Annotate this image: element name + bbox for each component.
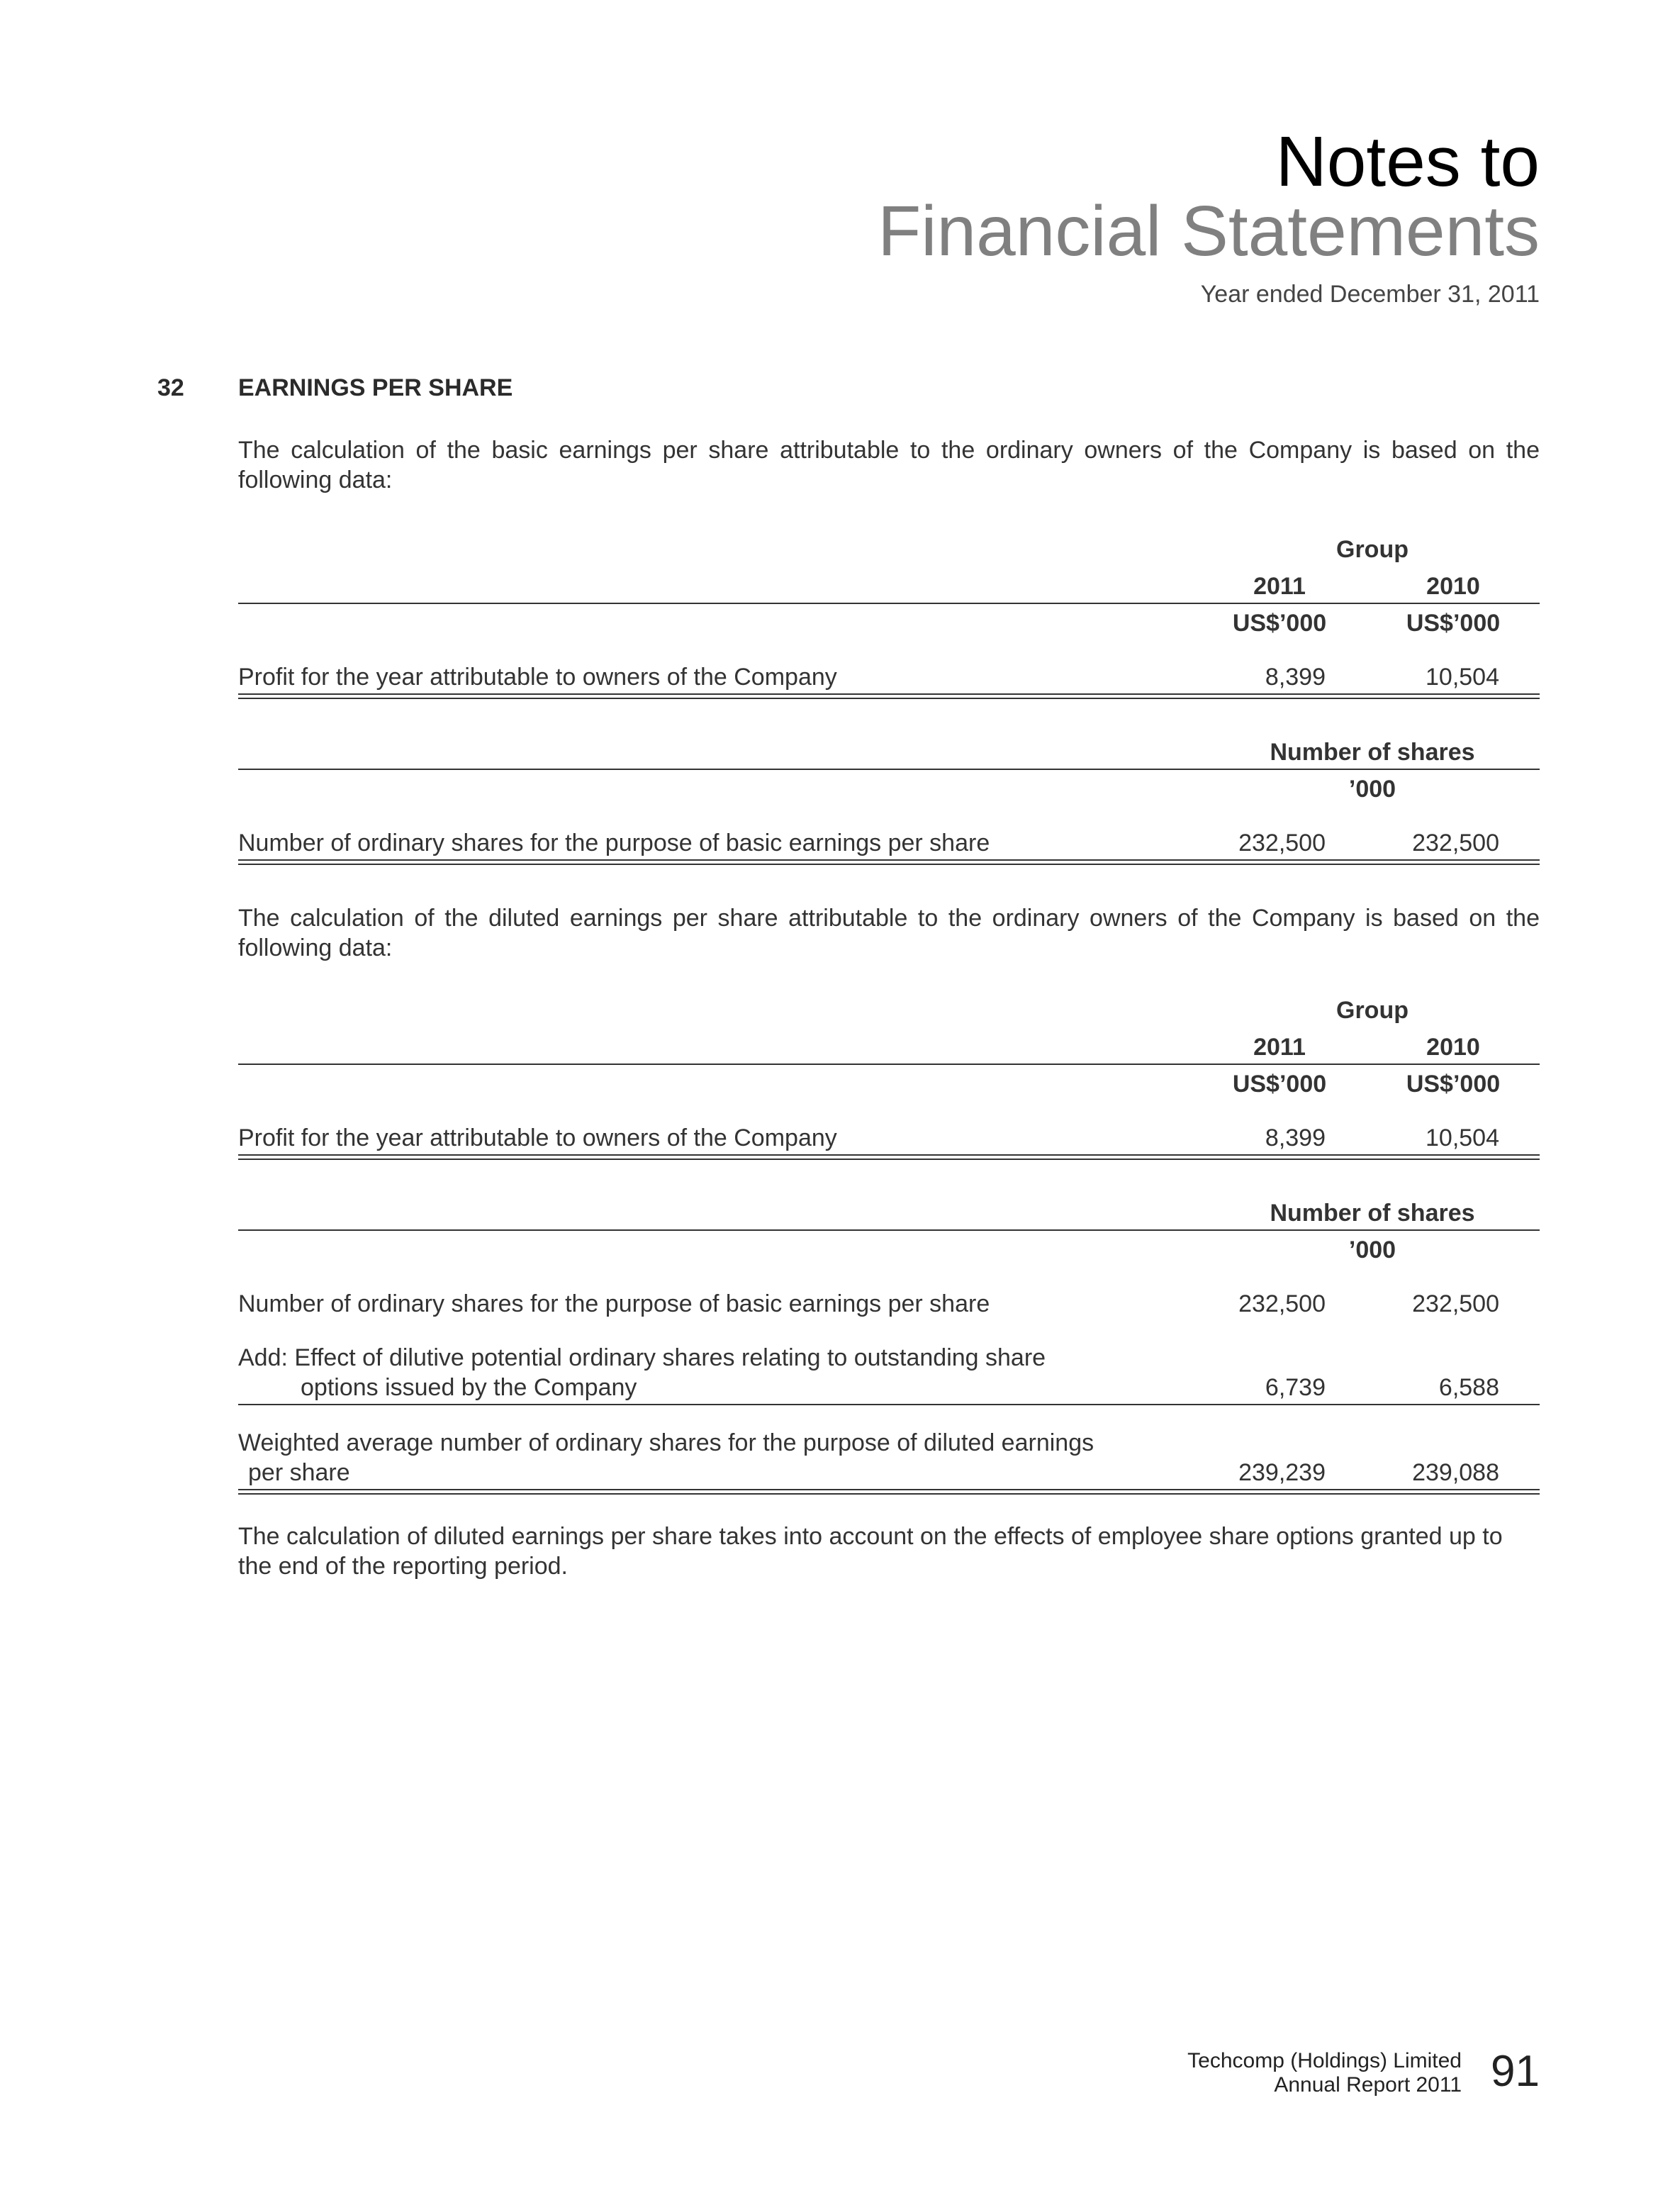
basic-shares-2010: 232,500 <box>1412 830 1499 856</box>
diluted-add-label-line1: Add: Effect of dilutive potential ordinary shares relating to outstanding share <box>238 1344 1046 1371</box>
diluted-unit-2011: US$’000 <box>1232 1071 1327 1098</box>
diluted-weighted-2011: 239,239 <box>1238 1459 1326 1486</box>
basic-profit-double-rule <box>238 693 1540 699</box>
diluted-weighted-label-line2: per share <box>248 1459 350 1486</box>
basic-shares-unit: ’000 <box>1348 776 1396 803</box>
section-number: 32 <box>157 374 184 401</box>
diluted-header-rule <box>238 1064 1540 1065</box>
diluted-year-2010: 2010 <box>1426 1034 1480 1061</box>
diluted-profit-2011: 8,399 <box>1265 1124 1326 1151</box>
diluted-add-2011: 6,739 <box>1265 1374 1326 1401</box>
basic-shares-header-rule <box>238 769 1540 770</box>
basic-unit-2011: US$’000 <box>1232 610 1327 637</box>
footer-company-block <box>1187 2049 1462 2097</box>
diluted-shares-header: Number of shares <box>1270 1200 1475 1227</box>
diluted-shares-header-rule <box>238 1229 1540 1231</box>
footer-company: Techcomp (Holdings) Limited <box>1187 2049 1462 2072</box>
diluted-basic-shares-label: Number of ordinary shares for the purpose of basic earnings per share <box>238 1290 990 1317</box>
diluted-year-2011: 2011 <box>1253 1034 1306 1061</box>
closing-note-paragraph: The calculation of diluted earnings per share takes into account on the effects of employee share options granted up to the end of the reporting period. <box>238 1523 1503 1580</box>
page-title-secondary: Financial Statements <box>878 191 1540 271</box>
diluted-profit-2010: 10,504 <box>1426 1124 1499 1151</box>
diluted-add-2010: 6,588 <box>1438 1374 1499 1401</box>
diluted-intro-paragraph: The calculation of the diluted earnings per share attributable to the ordinary owners of the Company is based on the following data: <box>238 905 1540 961</box>
basic-profit-label: Profit for the year attributable to owners of the Company <box>238 664 837 691</box>
diluted-weighted-double-rule <box>238 1489 1540 1495</box>
diluted-weighted-label-line1: Weighted average number of ordinary shares for the purpose of diluted earnings <box>238 1429 1094 1456</box>
diluted-add-rule <box>238 1404 1540 1405</box>
diluted-profit-label: Profit for the year attributable to owners of the Company <box>238 1124 837 1151</box>
diluted-weighted-2010: 239,088 <box>1412 1459 1499 1486</box>
diluted-basic-shares-2011: 232,500 <box>1238 1290 1326 1317</box>
diluted-add-label-line2: options issued by the Company <box>301 1374 637 1401</box>
diluted-unit-2010: US$’000 <box>1406 1071 1501 1098</box>
basic-shares-2011: 232,500 <box>1238 830 1326 856</box>
basic-profit-2011: 8,399 <box>1265 664 1326 691</box>
page-number: 91 <box>1491 2047 1540 2096</box>
diluted-basic-shares-2010: 232,500 <box>1412 1290 1499 1317</box>
basic-unit-2010: US$’000 <box>1406 610 1501 637</box>
section-title: EARNINGS PER SHARE <box>238 374 513 401</box>
basic-year-2011: 2011 <box>1253 573 1306 600</box>
diluted-profit-double-rule <box>238 1154 1540 1160</box>
basic-profit-2010: 10,504 <box>1426 664 1499 691</box>
basic-header-rule <box>238 603 1540 604</box>
basic-group-header: Group <box>1336 536 1409 563</box>
basic-intro-paragraph: The calculation of the basic earnings per share attributable to the ordinary owners of the Company is based on the following data: <box>238 437 1540 493</box>
basic-shares-header: Number of shares <box>1270 739 1475 766</box>
diluted-group-header: Group <box>1336 997 1409 1024</box>
page-title: Notes to <box>1275 122 1540 201</box>
diluted-shares-unit: ’000 <box>1348 1237 1396 1263</box>
period-subtitle: Year ended December 31, 2011 <box>1200 281 1540 308</box>
basic-year-2010: 2010 <box>1426 573 1480 600</box>
footer-report: Annual Report 2011 <box>1274 2073 1462 2097</box>
basic-shares-double-rule <box>238 859 1540 865</box>
basic-shares-label: Number of ordinary shares for the purpose of basic earnings per share <box>238 830 990 856</box>
